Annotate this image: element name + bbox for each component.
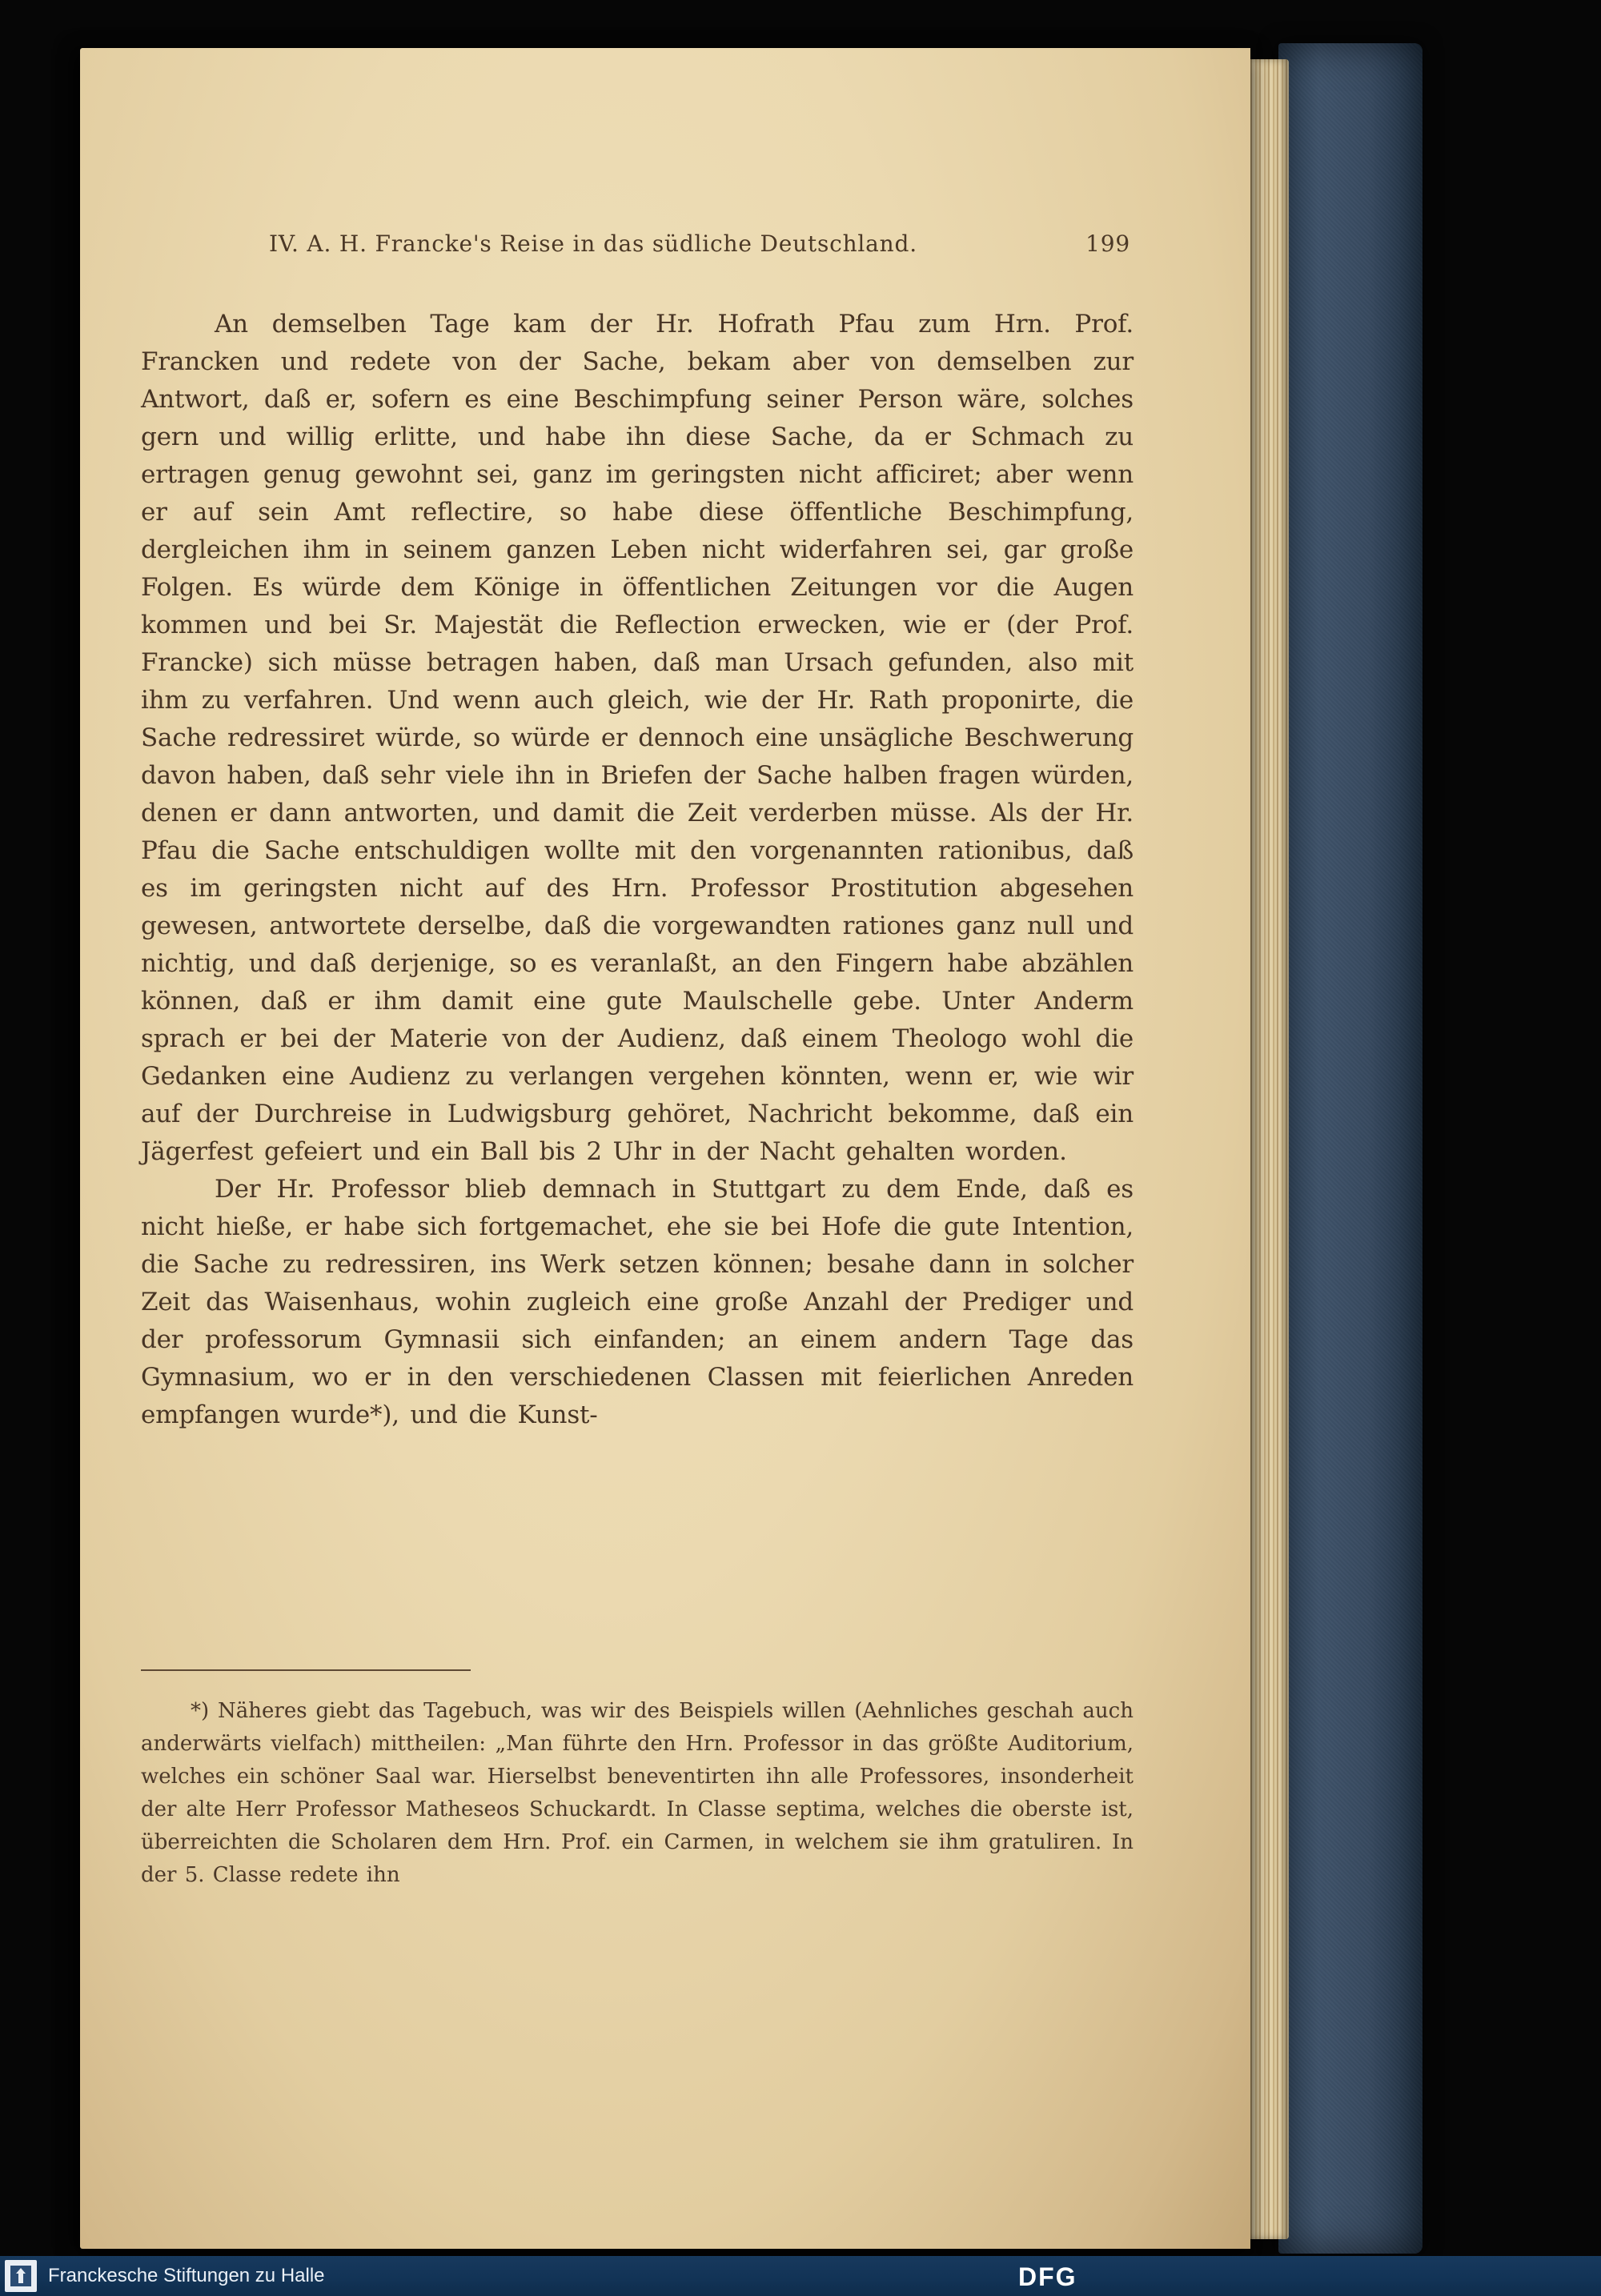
page-number: 199 bbox=[1085, 230, 1130, 257]
dfg-logo: DFG bbox=[1018, 2262, 1077, 2291]
francke-stiftungen-logo-icon bbox=[5, 2260, 37, 2292]
paragraph: An demselben Tage kam der Hr. Hofrath Pfau zum Hrn. Prof. Francken und redete von der Sache, bekam aber von demselben zur Antwort, daß er, sofern es eine Beschimpfung seiner Person wäre, solches gern und willig erlitte, und habe ihn diese Sache, da er Schmach zu ertragen genug gewohnt sei, ganz im geringsten nicht afficiret; aber wenn er auf sein Amt reflectire, so habe diese öffentliche Beschimpfung, dergleichen ihm in seinem ganzen Leben nicht widerfahren sei, gar große Folgen. Es würde dem Könige in öffentlichen Zeitungen vor die Augen kommen und bei Sr. Majestät die Reflection erwecken, wie er (der Prof. Francke) sich müsse betragen haben, daß man Ursach gefunden, also mit ihm zu verfahren. Und wenn auch gleich, wie der Hr. Rath proponirte, die Sache redressiret würde, so würde er dennoch eine unsägliche Beschwerung davon haben, daß sehr viele ihn in Briefen der Sache halben fragen würden, denen er dann antworten, und damit die Zeit verderben müsse. Als der Hr. Pfau die Sache entschuldigen wollte mit den vorgenannten rationibus, daß es im geringsten nicht auf des Hrn. Professor Prostitution abgesehen gewesen, antwortete derselbe, daß die vorgewandten rationes ganz null und nichtig, und daß derjenige, so es veranlaßt, an den Fingern habe abzählen können, daß er ihm damit eine gute Maulschelle gebe. Unter Anderm sprach er bei der Materie von der Audienz, daß einem Theologo wohl die Gedanken eine Audienz zu verlangen vergehen könnten, wenn er, wie wir auf der Durchreise in Ludwigsburg gehöret, Nachricht bekomme, daß ein Jägerfest gefeiert und ein Ball bis 2 Uhr in der Nacht gehalten worden. bbox=[141, 310, 1134, 1166]
attribution-bar bbox=[0, 2256, 1601, 2296]
body-text bbox=[141, 306, 1134, 1434]
book-page bbox=[80, 48, 1250, 2249]
footnote-text: *) Näheres giebt das Tagebuch, was wir des Beispiels willen (Aehnliches geschah auch anderwärts vielfach) mittheilen: „Man führte den Hrn. Professor in das größte Auditorium, welches ein schöner Saal war. Hierselbst beneventirten ihn alle Professores, insonderheit der alte Herr Professor Matheseos Schuckardt. In Classe septima, welches die oberste ist, überreichten die Scholaren dem Hrn. Prof. ein Carmen, in welchem sie ihm gratuliren. In der 5. Classe redete ihn bbox=[141, 1699, 1134, 1887]
paragraph: Der Hr. Professor blieb demnach in Stuttgart zu dem Ende, daß es nicht hieße, er habe sich fortgemachet, ehe sie bei Hofe die gute Intention, die Sache zu redressiren, ins Werk setzen können; besahe dann in solcher Zeit das Waisenhaus, wohin zugleich eine große Anzahl der Prediger und der professorum Gymnasii sich einfanden; an einem andern Tage das Gymnasium, wo er in den verschiedenen Classen mit feierlichen Anreden empfangen wurde*), und die Kunst- bbox=[141, 1175, 1134, 1429]
running-head bbox=[141, 230, 1134, 257]
book-cover-edge bbox=[1278, 43, 1422, 2254]
institution-label: Franckesche Stiftungen zu Halle bbox=[48, 2265, 325, 2286]
chapter-title: IV. A. H. Francke's Reise in das südliche Deutschland. bbox=[269, 230, 917, 257]
footnote-rule bbox=[141, 1669, 471, 1671]
